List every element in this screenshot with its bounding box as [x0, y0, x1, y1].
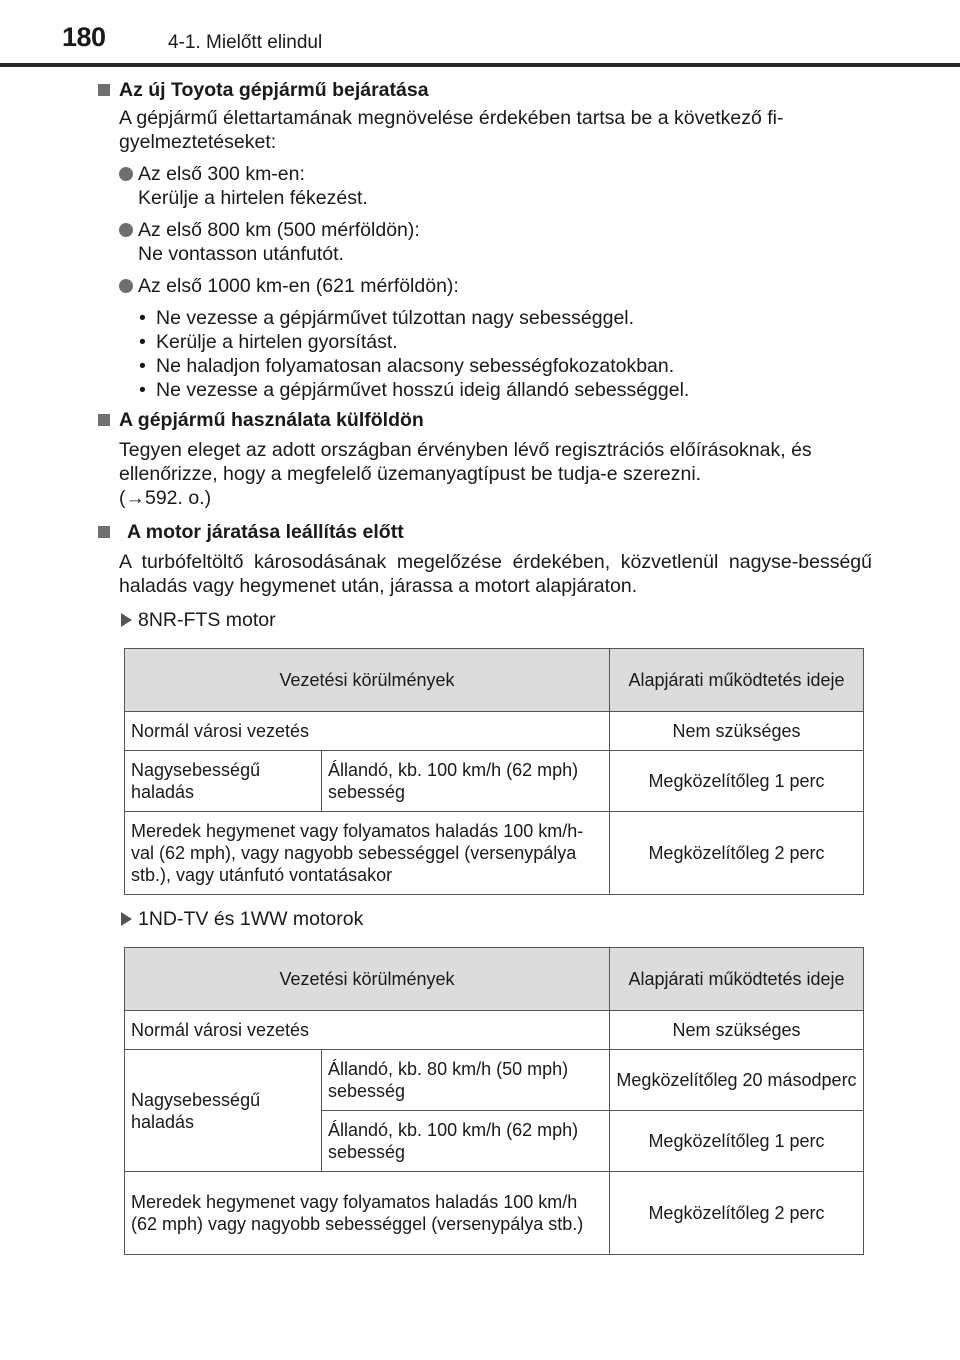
- square-bullet-icon: [98, 84, 110, 96]
- section-abroad-title: [97, 408, 872, 432]
- table-row: [125, 751, 864, 812]
- break-in-bullet-2: [119, 218, 872, 266]
- table-header-cell: Alapjárati működtetés ideje: [610, 649, 864, 712]
- table-header-cell: Vezetési körülmények: [125, 948, 610, 1011]
- page-content: [97, 78, 872, 1255]
- table-row: [125, 712, 864, 751]
- table-cell: Nem szükséges: [610, 1011, 864, 1050]
- break-in-sub-list: [138, 306, 872, 402]
- bullet-text: Ne vontasson utánfutót.: [138, 243, 344, 265]
- bullet-text: Kerülje a hirtelen fékezést.: [138, 187, 368, 209]
- section-break-in-title-text: Az új Toyota gépjármű bejáratása: [119, 79, 429, 101]
- idle-table-8nr: [124, 648, 864, 895]
- table-cell: Nagysebességű haladás: [125, 1050, 322, 1172]
- table-header-row: [125, 948, 864, 1011]
- break-in-bullet-1: [119, 162, 872, 210]
- break-in-bullet-3: [119, 274, 872, 298]
- table-cell: Normál városi vezetés: [125, 712, 610, 751]
- table-row: [125, 1172, 864, 1255]
- section-abroad-title-text: A gépjármű használata külföldön: [119, 409, 424, 431]
- table-cell: Megközelítőleg 2 perc: [610, 1172, 864, 1255]
- table-cell: Normál városi vezetés: [125, 1011, 610, 1050]
- page-reference: (→592. o.): [119, 487, 212, 509]
- table-cell: Megközelítőleg 2 perc: [610, 812, 864, 895]
- table-row: [125, 1050, 864, 1111]
- page-number: 180: [62, 22, 106, 52]
- table-cell: Megközelítőleg 20 másodperc: [610, 1050, 864, 1111]
- bullet-heading: Az első 800 km (500 mérföldön):: [138, 219, 420, 241]
- table-cell: Megközelítőleg 1 perc: [610, 751, 864, 812]
- round-bullet-icon: [119, 279, 133, 293]
- table-cell: Nem szükséges: [610, 712, 864, 751]
- table-header-row: [125, 649, 864, 712]
- bullet-heading: Az első 1000 km-en (621 mérföldön):: [138, 275, 459, 297]
- round-bullet-icon: [119, 167, 133, 181]
- list-item: • Kerülje a hirtelen gyorsítást.: [139, 331, 398, 353]
- engine-label: 1ND-TV és 1WW motorok: [138, 908, 364, 930]
- section-idle-title: [97, 520, 872, 544]
- square-bullet-icon: [98, 414, 110, 426]
- section-break-in-intro: A gépjármű élettartamának megnövelése érdekében tartsa be a következő fi-gyelmeztetéseket:: [119, 107, 784, 153]
- section-break-in-title: [97, 78, 872, 102]
- triangle-arrow-icon: [121, 613, 132, 627]
- square-bullet-icon: [98, 526, 110, 538]
- list-item: • Ne vezesse a gépjárművet hosszú ideig állandó sebességgel.: [139, 379, 690, 401]
- list-item: • Ne haladjon folyamatosan alacsony sebességfokozatokban.: [139, 355, 675, 377]
- table-cell: Állandó, kb. 100 km/h (62 mph) sebesség: [322, 751, 610, 812]
- section-abroad-text: Tegyen eleget az adott országban érvényben lévő regisztrációs előírásoknak, és ellenőrizze, hogy a megfelelő üzemanyagtípust be tudja-e szerezni. (→592. o.): [119, 439, 812, 509]
- table-cell: Állandó, kb. 100 km/h (62 mph) sebesség: [322, 1111, 610, 1172]
- header-divider: [0, 63, 960, 67]
- table-header-cell: Vezetési körülmények: [125, 649, 610, 712]
- table-row: [125, 812, 864, 895]
- table-cell: Megközelítőleg 1 perc: [610, 1111, 864, 1172]
- chapter-title: 4-1. Mielőtt elindul: [168, 32, 323, 53]
- idle-table-1nd: [124, 947, 864, 1255]
- table-cell: Meredek hegymenet vagy folyamatos haladás 100 km/h-val (62 mph), vagy nagyobb sebességgel (versenypálya stb.), vagy utánfutó vontatásakor: [125, 812, 610, 895]
- engine-heading-2: [119, 907, 872, 931]
- table-row: [125, 1011, 864, 1050]
- triangle-arrow-icon: [121, 912, 132, 926]
- table-cell: Nagysebességű haladás: [125, 751, 322, 812]
- table-header-cell: Alapjárati működtetés ideje: [610, 948, 864, 1011]
- list-item: • Ne vezesse a gépjárművet túlzottan nagy sebességgel.: [139, 307, 635, 329]
- table-cell: Meredek hegymenet vagy folyamatos haladás 100 km/h (62 mph) vagy nagyobb sebességgel (versenypálya stb.): [125, 1172, 610, 1255]
- engine-label: 8NR-FTS motor: [138, 609, 276, 631]
- section-idle-text: A turbófeltöltő károsodásának megelőzése érdekében, közvetlenül nagyse-bességű haladás vagy hegymenet után, járassa a motort alapjáraton.: [119, 551, 872, 597]
- engine-heading-1: [119, 608, 872, 632]
- bullet-heading: Az első 300 km-en:: [138, 163, 305, 185]
- table-cell: Állandó, kb. 80 km/h (50 mph) sebesség: [322, 1050, 610, 1111]
- section-idle-title-text: A motor járatása leállítás előtt: [127, 521, 404, 543]
- round-bullet-icon: [119, 223, 133, 237]
